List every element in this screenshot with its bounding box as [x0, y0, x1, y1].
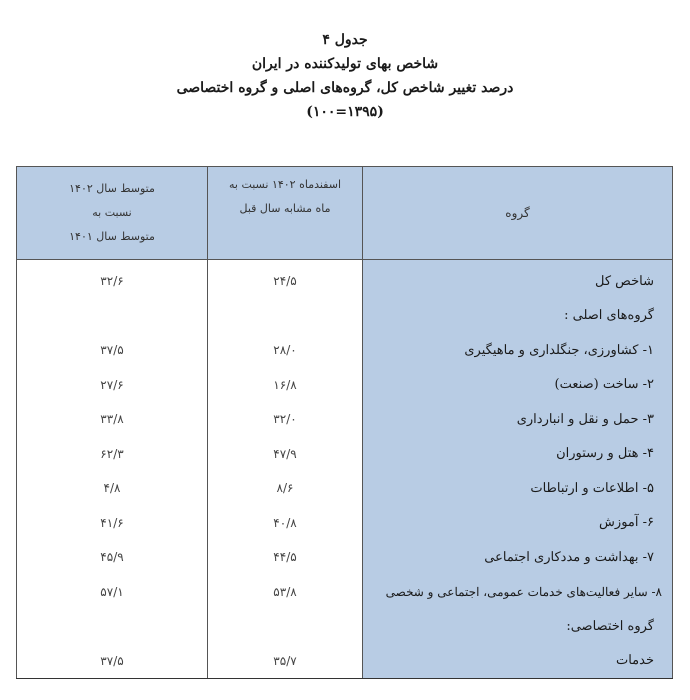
annual-value: ۲۷/۶ — [17, 368, 208, 403]
header-annual-line-3: متوسط سال ۱۴۰۱ — [69, 230, 155, 243]
annual-value — [17, 299, 208, 334]
annual-value — [17, 609, 208, 644]
table-subtitle: درصد تغییر شاخص کل، گروه‌های اصلی و گروه اختصاصی — [176, 80, 514, 96]
monthly-value: ۳۲/۰ — [208, 402, 363, 437]
table-row — [17, 299, 673, 334]
ppi-table — [16, 166, 672, 668]
group-label: ۵- اطلاعات و ارتباطات — [363, 471, 673, 506]
header-annual-change — [17, 167, 208, 260]
monthly-value: ۱۶/۸ — [208, 368, 363, 403]
annual-value: ۳۲/۶ — [17, 260, 208, 299]
group-label: گروه‌های اصلی : — [363, 299, 673, 334]
table-base-year: (۱۳۹۵=۱۰۰) — [306, 104, 384, 120]
annual-value: ۳۷/۵ — [17, 644, 208, 679]
monthly-value: ۴۰/۸ — [208, 506, 363, 541]
table-number: جدول ۴ — [322, 32, 368, 48]
header-row — [17, 167, 673, 260]
annual-value: ۳۳/۸ — [17, 402, 208, 437]
annual-value: ۵۷/۱ — [17, 575, 208, 610]
table-row — [17, 333, 673, 368]
group-label: گروه اختصاصی: — [363, 609, 673, 644]
group-label: ۷- بهداشت و مددکاری اجتماعی — [363, 540, 673, 575]
table-row — [17, 575, 673, 610]
group-label: ۶- آموزش — [363, 506, 673, 541]
table-row — [17, 260, 673, 299]
group-label: ۳- حمل و نقل و انبارداری — [363, 402, 673, 437]
header-annual-line-1: متوسط سال ۱۴۰۲ — [69, 182, 155, 195]
group-label: خدمات — [363, 644, 673, 679]
table-row — [17, 437, 673, 472]
annual-value: ۴/۸ — [17, 471, 208, 506]
monthly-value: ۸/۶ — [208, 471, 363, 506]
header-monthly-line-1: اسفندماه ۱۴۰۲ نسبت به — [228, 178, 342, 191]
group-label: ۲- ساخت (صنعت) — [363, 368, 673, 403]
group-label: ۴- هتل و رستوران — [363, 437, 673, 472]
table-row — [17, 471, 673, 506]
annual-value: ۴۵/۹ — [17, 540, 208, 575]
table-row — [17, 506, 673, 541]
monthly-value: ۳۵/۷ — [208, 644, 363, 679]
monthly-value: ۲۴/۵ — [208, 260, 363, 299]
monthly-value — [208, 299, 363, 334]
monthly-value: ۵۳/۸ — [208, 575, 363, 610]
monthly-value — [208, 609, 363, 644]
annual-value: ۳۷/۵ — [17, 333, 208, 368]
header-monthly-line-2: ماه مشابه سال قبل — [239, 202, 331, 215]
monthly-value: ۲۸/۰ — [208, 333, 363, 368]
header-annual-line-2: نسبت به — [92, 206, 132, 219]
table-row — [17, 540, 673, 575]
table-row — [17, 644, 673, 679]
group-label: ۱- کشاورزی، جنگلداری و ماهیگیری — [363, 333, 673, 368]
table-row — [17, 402, 673, 437]
annual-value: ۴۱/۶ — [17, 506, 208, 541]
table-titles — [0, 28, 690, 124]
annual-value: ۶۲/۳ — [17, 437, 208, 472]
table-row — [17, 368, 673, 403]
header-group: گروه — [363, 167, 673, 260]
monthly-value: ۴۴/۵ — [208, 540, 363, 575]
table-title: شاخص بهای تولیدکننده در ایران — [251, 56, 439, 72]
group-label: شاخص کل — [363, 260, 673, 299]
table-row — [17, 609, 673, 644]
group-label: ۸- سایر فعالیت‌های خدمات عمومی، اجتماعی و شخصی — [363, 575, 673, 610]
header-monthly-change — [208, 167, 363, 260]
monthly-value: ۴۷/۹ — [208, 437, 363, 472]
